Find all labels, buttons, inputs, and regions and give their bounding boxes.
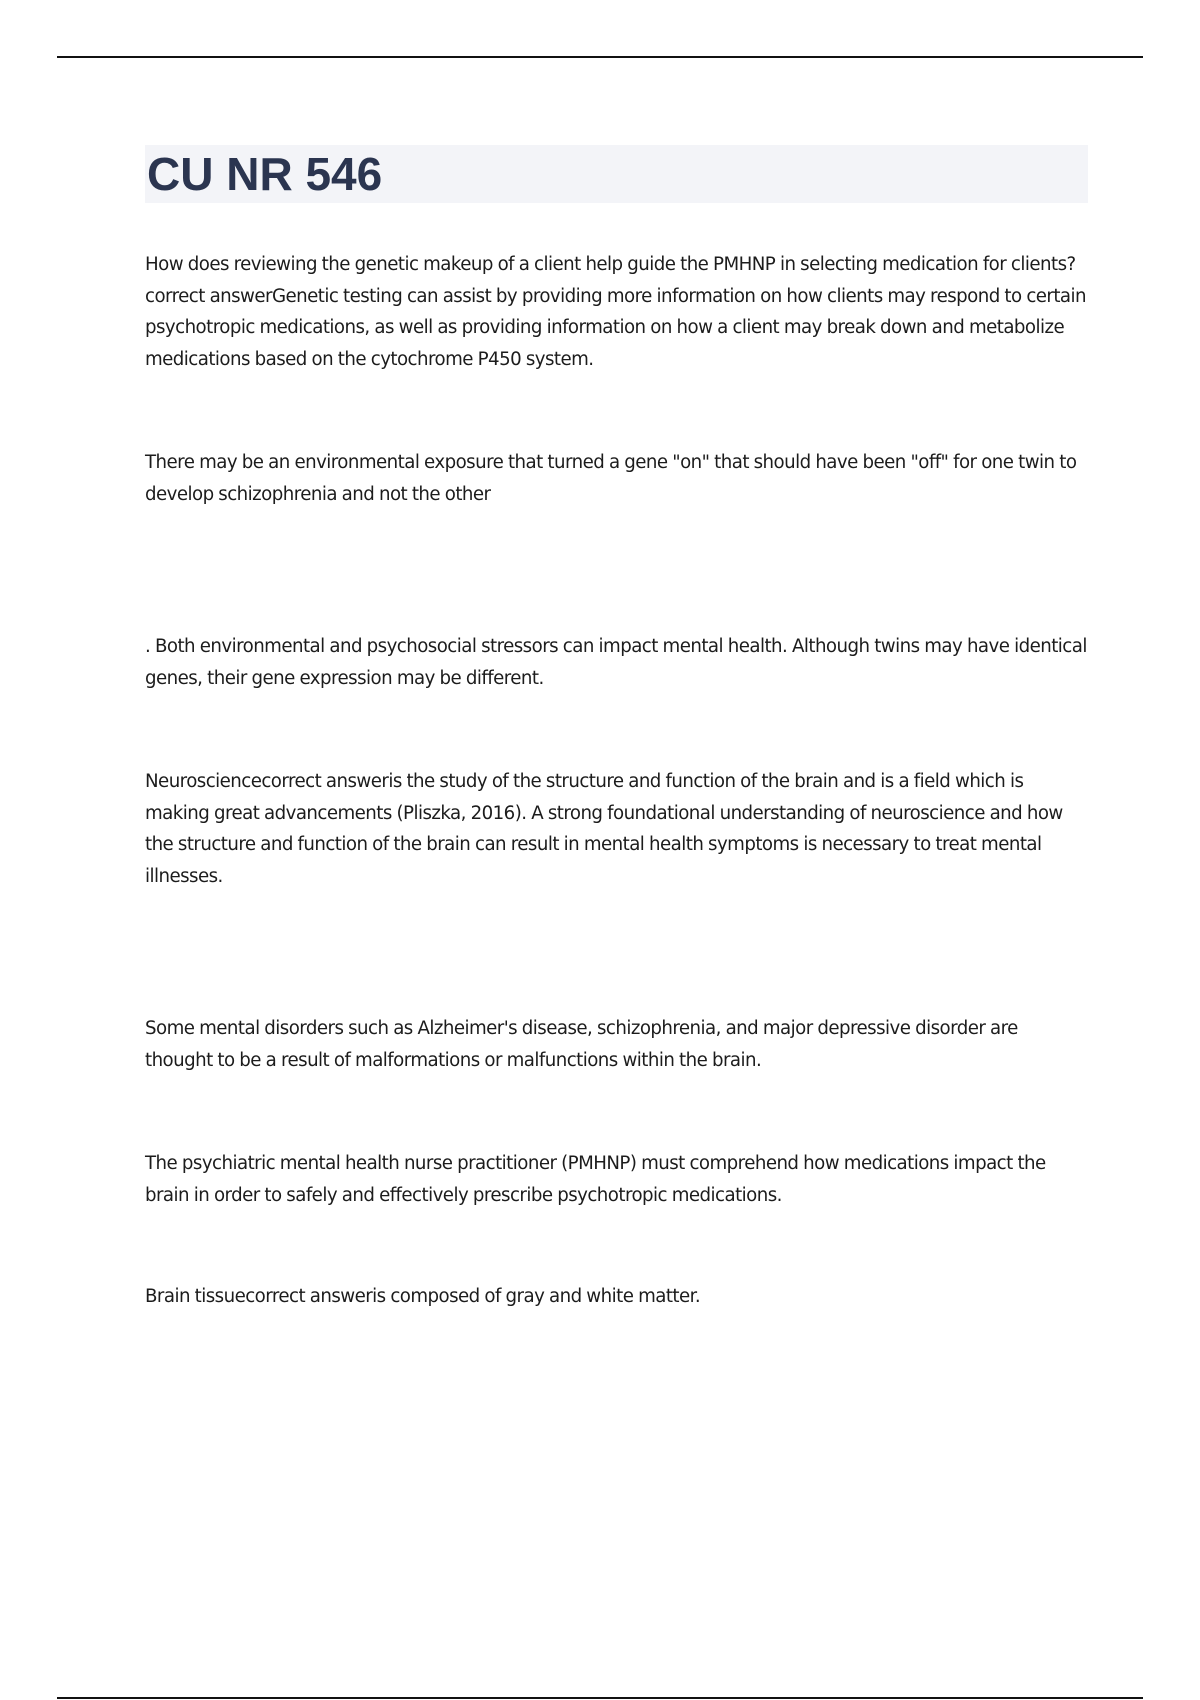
paragraph-brain-tissue: Brain tissuecorrect answeris composed of gray and white matter. — [145, 1286, 701, 1307]
page-title: CU NR 546 — [147, 148, 383, 200]
footer-rule — [57, 1697, 1143, 1699]
paragraph-stressors: . Both environmental and psychosocial stressors can impact mental health. Although twins may have identical genes, their gene expression may be different. — [145, 636, 1087, 689]
paragraph-neuroscience: Neurosciencecorrect answeris the study of the structure and function of the brain and is a field which is making great advancements (Pliszka, 2016). A strong foundational understanding of neuroscience and how the structure and function of the brain can result in mental health symptoms is necessary to treat mental illnesses. — [145, 771, 1063, 887]
paragraph-pmhnp-medications: The psychiatric mental health nurse practitioner (PMHNP) must comprehend how medications impact the brain in order to safely and effectively prescribe psychotropic medications. — [145, 1153, 1046, 1206]
paragraph-genetic-testing: How does reviewing the genetic makeup of a client help guide the PMHNP in selecting medication for clients?correct answerGenetic testing can assist by providing more information on how clients may respond to certain psychotropic medications, as well as providing information on how a client may break down and metabolize medications based on the cytochrome P450 system. — [145, 254, 1086, 370]
header-rule — [57, 56, 1143, 58]
paragraph-environmental-exposure: There may be an environmental exposure that turned a gene "on" that should have been "off" for one twin to develop schizophrenia and not the other — [145, 452, 1077, 505]
paragraph-mental-disorders: Some mental disorders such as Alzheimer's disease, schizophrenia, and major depressive disorder are thought to be a result of malformations or malfunctions within the brain. — [145, 1018, 1018, 1071]
title-banner — [145, 145, 1088, 203]
